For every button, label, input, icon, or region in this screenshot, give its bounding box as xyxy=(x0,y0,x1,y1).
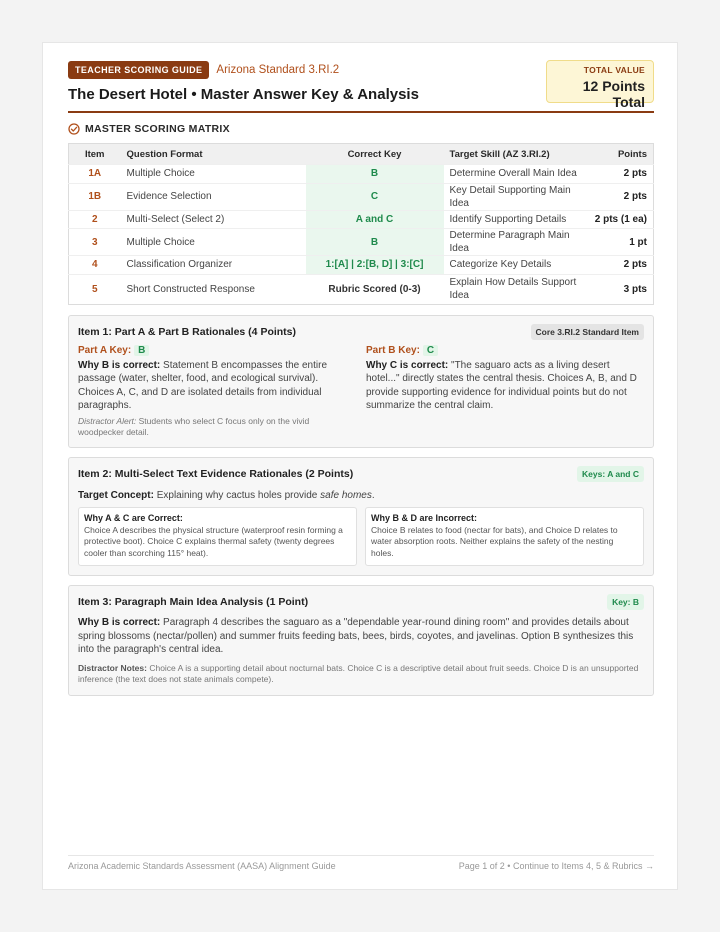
item-number: 1B xyxy=(69,183,121,210)
item-number: 5 xyxy=(69,274,121,304)
why-label: Why B is correct: xyxy=(78,617,161,628)
teacher-guide-badge: TEACHER SCORING GUIDE xyxy=(68,61,209,79)
part-b-key xyxy=(366,345,644,356)
correct-key: C xyxy=(306,183,444,210)
total-value-box xyxy=(546,60,654,110)
target-skill: Determine Overall Main Idea xyxy=(444,165,584,184)
question-format: Short Constructed Response xyxy=(121,274,306,304)
part-b-key-label: Part B Key: xyxy=(366,344,420,356)
distractor-notes xyxy=(78,663,644,686)
incorrect-choices-box xyxy=(365,507,644,567)
column-header: Target Skill (AZ 3.RI.2) xyxy=(444,144,584,165)
matrix-heading xyxy=(68,122,654,136)
why-text: "The saguaro acts as a living desert hotel..." directly states the central thesis. Choices A, B, and D provide supporting evidence for individual points but do not summarize the central claim. xyxy=(366,359,637,411)
target-skill: Key Detail Supporting Main Idea xyxy=(444,183,584,210)
item-number: 3 xyxy=(69,229,121,256)
item-number: 2 xyxy=(69,210,121,229)
footer-right: Page 1 of 2 • Continue to Items 4, 5 & Rubrics → xyxy=(458,861,654,871)
correct-text: Choice A describes the physical structure (waterproof resin forming a protective boot). Choice C explains thermal safety (twenty degrees cooler than scorching 115° heat). xyxy=(84,524,343,558)
keys-badge: Keys: A and C xyxy=(577,466,644,482)
table-header-row xyxy=(69,144,654,165)
points: 1 pt xyxy=(584,229,654,256)
part-b-rationale xyxy=(366,359,644,413)
item3-rationale xyxy=(78,616,644,657)
item1-card xyxy=(68,315,654,448)
total-points: 12 Points Total xyxy=(582,78,645,110)
part-a-rationale xyxy=(78,359,356,413)
target-skill: Categorize Key Details xyxy=(444,256,584,275)
standard-item-badge: Core 3.RI.2 Standard Item xyxy=(531,324,644,340)
why-label: Why B is correct: xyxy=(78,359,161,371)
item1-title: Item 1: Part A & Part B Rationales (4 Points) xyxy=(78,325,297,338)
distractor-alert xyxy=(78,416,356,438)
matrix-title: MASTER SCORING MATRIX xyxy=(85,123,230,135)
question-format: Multi-Select (Select 2) xyxy=(121,210,306,229)
target-skill: Identify Supporting Details xyxy=(444,210,584,229)
concept-text: Explaining why cactus holes provide xyxy=(153,489,321,501)
correct-title: Why A & C are Correct: xyxy=(84,512,183,523)
target-concept xyxy=(78,490,644,501)
part-a-column xyxy=(78,345,356,438)
part-b-column xyxy=(366,345,644,438)
points: 2 pts (1 ea) xyxy=(584,210,654,229)
target-skill: Explain How Details Support Idea xyxy=(444,274,584,304)
notes-label: Distractor Notes: xyxy=(78,662,147,673)
incorrect-text: Choice B relates to food (nectar for bats), and Choice D relates to water absorption roots. Neither explains the safety of the nesting holes. xyxy=(371,524,618,558)
points: 2 pts xyxy=(584,165,654,184)
column-header: Correct Key xyxy=(306,144,444,165)
why-text: Paragraph 4 describes the saguaro as a "dependable year-round dining room" and provides details about spring blossoms (nectar/pollen) and summer fruits feeding bats, bees, birds, coyotes, and javelinas. Option B synthesizes this into the paragraph's central idea. xyxy=(78,617,634,655)
part-a-key-value: B xyxy=(134,345,149,356)
correct-choices-box xyxy=(78,507,357,567)
column-header: Points xyxy=(584,144,654,165)
question-format: Multiple Choice xyxy=(121,165,306,184)
why-label: Why C is correct: xyxy=(366,359,449,371)
correct-key: B xyxy=(306,165,444,184)
key-badge: Key: B xyxy=(607,594,644,610)
question-format: Multiple Choice xyxy=(121,229,306,256)
item-number: 1A xyxy=(69,165,121,184)
part-a-key xyxy=(78,345,356,356)
alert-label: Distractor Alert: xyxy=(78,415,137,426)
table-row xyxy=(69,229,654,256)
header-divider xyxy=(68,111,654,113)
alert-text: Students who select C focus only on the vivid woodpecker detail. xyxy=(78,415,310,437)
check-circle-icon xyxy=(68,123,80,135)
incorrect-title: Why B & D are Incorrect: xyxy=(371,512,478,523)
page-title: The Desert Hotel • Master Answer Key & Analysis xyxy=(68,86,419,103)
table-row xyxy=(69,183,654,210)
correct-key: 1:[A] | 2:[B, D] | 3:[C] xyxy=(306,256,444,275)
item2-card xyxy=(68,457,654,577)
correct-key: Rubric Scored (0-3) xyxy=(306,274,444,304)
correct-key: B xyxy=(306,229,444,256)
item3-title: Item 3: Paragraph Main Idea Analysis (1 Point) xyxy=(78,596,309,608)
page-footer xyxy=(68,855,654,871)
scoring-matrix-table xyxy=(68,143,654,305)
correct-key: A and C xyxy=(306,210,444,229)
part-a-key-label: Part A Key: xyxy=(78,344,132,356)
why-text: Statement B encompasses the entire passage (water, shelter, food, and ecological survival). Choices A, C, and D are isolated details from individual paragraphs. xyxy=(78,359,328,411)
concept-emphasis: safe homes xyxy=(320,489,372,501)
item3-card xyxy=(68,585,654,696)
item2-title: Item 2: Multi-Select Text Evidence Rationales (2 Points) xyxy=(78,467,354,480)
table-row xyxy=(69,210,654,229)
standard-tag: Arizona Standard 3.RI.2 xyxy=(216,64,340,76)
target-skill: Determine Paragraph Main Idea xyxy=(444,229,584,256)
concept-end: . xyxy=(371,489,375,501)
points: 3 pts xyxy=(584,274,654,304)
table-row xyxy=(69,274,654,304)
points: 2 pts xyxy=(584,256,654,275)
table-row xyxy=(69,165,654,184)
table-row xyxy=(69,256,654,275)
page-header xyxy=(68,61,654,111)
column-header: Question Format xyxy=(121,144,306,165)
question-format: Evidence Selection xyxy=(121,183,306,210)
footer-left: Arizona Academic Standards Assessment (AASA) Alignment Guide xyxy=(68,861,336,871)
item-number: 4 xyxy=(69,256,121,275)
points: 2 pts xyxy=(584,183,654,210)
total-value-label: TOTAL VALUE xyxy=(583,65,645,75)
answer-key-page xyxy=(42,42,678,890)
concept-label: Target Concept: xyxy=(78,489,154,501)
column-header: Item xyxy=(69,144,121,165)
part-b-key-value: C xyxy=(423,345,438,356)
question-format: Classification Organizer xyxy=(121,256,306,275)
notes-text: Choice A is a supporting detail about nocturnal bats. Choice C is a descriptive detail about fruit seeds. Choice D is an unsupported inference (the text does not state animals compete). xyxy=(78,662,639,684)
